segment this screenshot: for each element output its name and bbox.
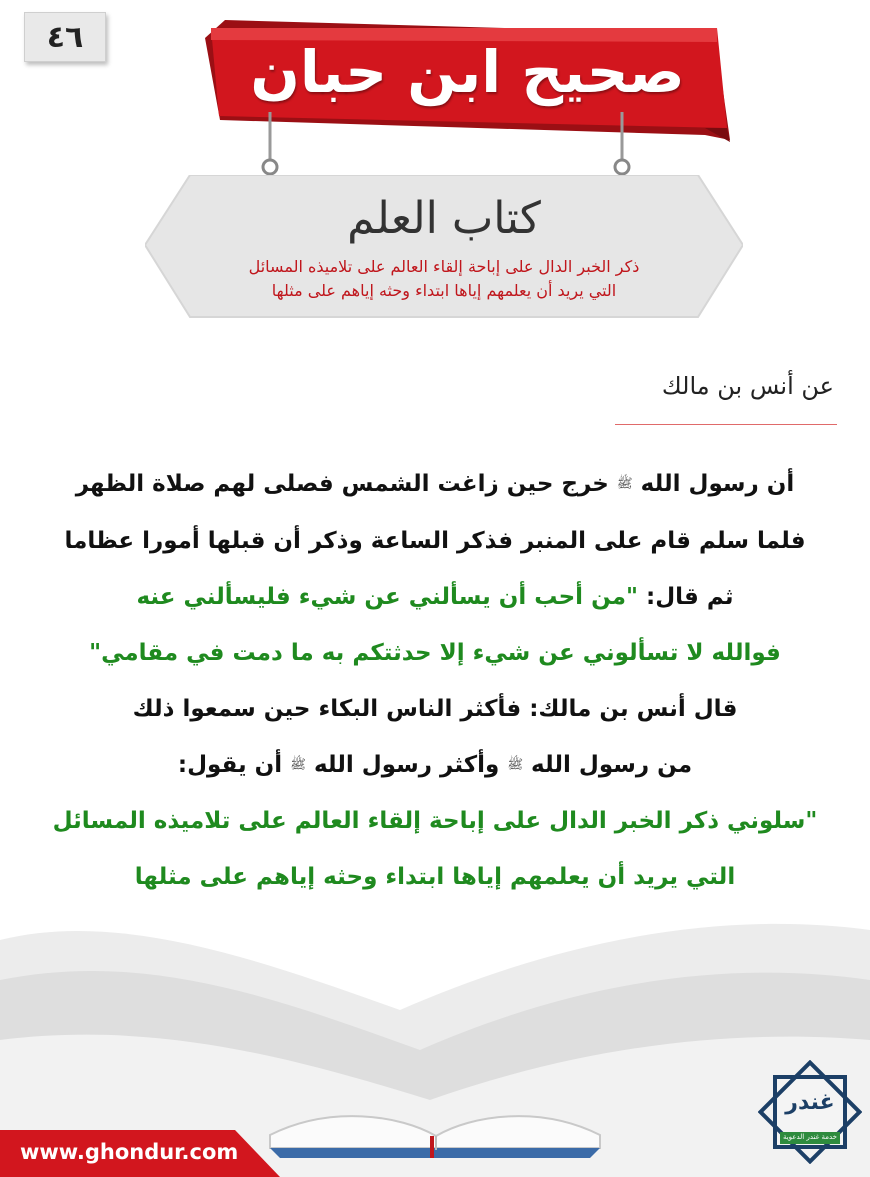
hadith-l1b: خرج حين زاغت الشمس فصلى لهم صلاة الظهر — [75, 471, 609, 497]
salutation-icon: ﷺ — [290, 757, 306, 772]
chapter-title-line-2: التي يريد أن يعلمهم إياها ابتداء وحثه إياهم على مثلها — [271, 281, 617, 300]
page-number: ٤٦ — [24, 12, 106, 62]
hadith-l6c: أن يقول: — [177, 751, 283, 778]
hadith-text — [14, 456, 856, 905]
book-title: كتاب العلم — [347, 193, 541, 244]
banner-title: صحيح ابن حبان — [250, 38, 685, 106]
hadith-l1a: أن رسول الله — [640, 471, 795, 497]
logo-tagline: خدمة غندر الدعوية — [782, 1133, 838, 1141]
salutation-icon: ﷺ — [507, 757, 524, 772]
salutation-icon: ﷺ — [616, 476, 633, 492]
hadith-line-3 — [14, 569, 856, 625]
website-link[interactable]: www.ghondur.com — [20, 1140, 239, 1164]
hadith-line-6 — [14, 737, 856, 794]
ghondur-logo — [758, 1060, 862, 1164]
hadith-l3a: ثم قال: — [638, 583, 734, 610]
hadith-l6b: وأكثر رسول الله — [313, 751, 500, 778]
hadith-line-4: فوالله لا تسألوني عن شيء إلا حدثتكم به ما دمت في مقامي" — [89, 639, 781, 666]
hadith-l6a: من رسول الله — [531, 751, 693, 778]
narrator-divider — [615, 424, 837, 425]
website-bar — [0, 1130, 280, 1177]
hadith-l3b: "من أحب أن يسألني عن شيء فليسألني عنه — [136, 583, 638, 610]
hadith-line-8: التي يريد أن يعلمهم إياها ابتداء وحثه إياهم على مثلها — [134, 864, 736, 890]
hadith-line-5: قال أنس بن مالك: فأكثر الناس البكاء حين سمعوا ذلك — [132, 695, 738, 722]
hanging-hooks-icon — [250, 112, 650, 182]
hadith-line-7: "سلوني ذكر الخبر الدال على إباحة إلقاء العالم على تلاميذه المسائل — [52, 808, 818, 834]
chapter-sign — [145, 175, 743, 320]
chapter-title-line-1: ذكر الخبر الدال على إباحة إلقاء العالم على تلاميذه المسائل — [248, 257, 640, 276]
narrator: عن أنس بن مالك — [661, 372, 834, 400]
hadith-line-1 — [14, 456, 856, 513]
hadith-line-2: فلما سلم قام على المنبر فذكر الساعة وذكر أن قبلها أمورا عظاما — [64, 527, 806, 554]
logo-name: غندر — [785, 1090, 835, 1115]
